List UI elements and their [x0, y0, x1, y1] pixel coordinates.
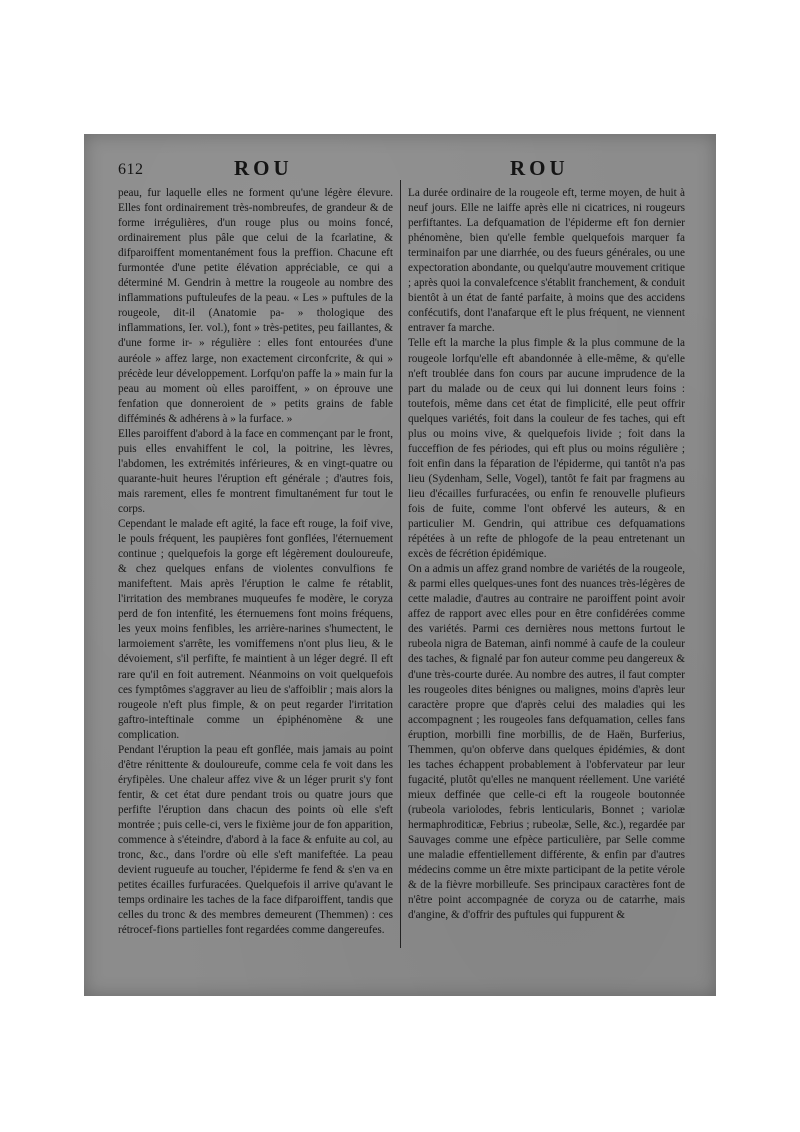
running-header-left: ROU — [234, 156, 293, 180]
text-column-left: peau, fur laquelle elles ne forment qu'une légère élevure. Elles font ordinairement très-nombreufes, de grandeur & de forme irrégulières, d'un rouge plus ou moins foncé, ordinairement plus pâle que celui de la fcarlatine, & difparoiffent momentanément fous la preffion. Chacune eft furmontée d'une petite élévation appréciable, ce qui a déterminé M. Gendrin à mettre la rougeole au nombre des inflammations puftuleufes de la peau. « Les » puftules de la rougeole, dit-il (Anatomie pa- » thologique des inflammations, Ier. vol.), font » très-petites, peu faillantes, & d'une forme ir- » régulière : elles font entourées d'une auréole » affez large, non exactement circonfcrite, & qui » précède leur développement. Lorfqu'on paffe la » main fur la peau au moment où elles paroiffent, » on éprouve une fenfation que donneroient de » petits grains de fable difféminés & adhérens à » la furface. » Elles paroiffent d'abord à la face en commençant par le front, puis elles envahiffent le col, la poitrine, les lèvres, l'abdomen, les extrémités inférieures, & en vingt-quatre ou quarante-huit heures l'éruption eft générale ; d'autres fois, mais rarement, elles fe montrent fimultanément fur tout le corps. Cependant le malade eft agité, la face eft rouge, la foif vive, le pouls fréquent, les paupières font gonflées, l'éternuement continue ; quelquefois la gorge eft légèrement douloureufe, & chez quelques enfans de violentes convulfions fe manifeftent. Mais après l'éruption le calme fe rétablit, l'irritation des membranes muqueufes fe modère, le coryza perd de fon intenfité, les éternuemens font moins fréquens, les yeux moins fenfibles, les arrière-narines s'humectent, le larmoiement s'arrête, les vomiffemens n'ont plus lieu, & le dévoiement, s'il perfifte, fe maintient à un léger degré. Il eft rare qu'il en foit autrement. Néanmoins on voit quelquefois ces fymptômes s'aggraver au lieu de s'affoiblir ; mais alors la rougeole n'eft plus fimple, & on peut regarder l'irritation gaftro-inteftinale comme un épiphénomène & une complication. Pendant l'éruption la peau eft gonflée, mais jamais au point d'être rénittente & douloureufe, comme cela fe voit dans les éryfipèles. Une chaleur affez vive & un léger prurit s'y font fentir, & cet état dure pendant trois ou quatre jours que perfifte l'éruption dans chacun des points où elle s'eft montrée ; puis celle-ci, vers le fixième jour de fon apparition, commence à s'éteindre, d'abord à la face & enfuite au col, au tronc, &c., dans l'ordre où elle s'eft manifeftée. La peau devient rugueufe au toucher, l'épiderme fe fend & s'en va en petites écailles furfuracées. Quelquefois il arrive qu'avant le temps ordinaire les taches de la face difparoiffent, tandis que celles du tronc & des membres demeurent (Themmen) : ces rétrocef-fions partielles font regardées comme dangereufes. — [118, 187, 393, 937]
text-column-right: La durée ordinaire de la rougeole eft, terme moyen, de huit à neuf jours. Elle ne laiffe après elle ni cicatrices, ni rougeurs perfiftantes. La defquamation de l'épiderme eft fon dernier phénomène, bien qu'elle femble quelquefois marquer fa terminaifon par une diarrhée, ou des fueurs générales, ou une expectoration abondante, ou quelqu'autre mouvement critique ; après quoi la convalefcence s'établit franchement, & conduit bientôt à un état de fanté parfaite, à moins que des accidens confécutifs, dont l'anafarque eft le plus fréquent, ne viennent entraver fa marche. Telle eft la marche la plus fimple & la plus commune de la rougeole lorfqu'elle eft abandonnée à elle-même, & qu'elle n'eft troublée dans fon cours par aucune imprudence de la part du malade ou de ceux qui lui donnent leurs foins : toutefois, même dans cet état de fimplicité, elle peut offrir quelques variétés, foit dans la couleur de fes taches, qui eft plus ou moins vive, & quelquefois livide ; foit dans la fucceffion de fes périodes, qui eft plus ou moins régulière ; foit enfin dans la féparation de l'épiderme, qui tantôt n'a pas lieu (Sydenham, Selle, Vogel), tantôt fe fait par fragmens au lieu d'écailles furfuracées, ou enfin fe renouvelle plufieurs fois de fuite, comme l'ont obfervé les auteurs, & en particulier M. Gendrin, qui attribue ces defquamations répétées à un refte de phlogofe de la peau entretenant un excès de fécrétion épidémique. On a admis un affez grand nombre de variétés de la rougeole, & parmi elles quelques-unes font des nuances très-légères de cette maladie, d'autres au contraire ne paroiffent point avoir affez de rapport avec elles pour en être confidérées comme des variétés. Parmi ces dernières nous mettons furtout le rubeola nigra de Bateman, ainfi nommé à caufe de la couleur des taches, & fignalé par fon auteur comme peu dangereux & d'une très-courte durée. Au nombre des autres, il faut compter les rougeoles dites bénignes ou malignes, moins d'après leur caractère propre que d'après celui des maladies qui les accompagnent ; les rougeoles fans defquamation, celles fans éruption, morbilli fine morbillis, de de Haën, Burferius, Themmen, qu'on obferve dans quelques épidémies, & dont les taches échappent probablement à l'obfervateur par leur fugacité, plutôt qu'elles ne manquent réellement. Une variété mieux deffinée que celle-ci eft la rougeole boutonnée (rubeola variolodes, febris lenticularis, Bonnet ; variolæ hermaphroditicæ, Febrius ; rubeolæ, Selle, &c.), regardée par Sauvages comme une efpèce particulière, par Selle comme une maladie effentiellement différente, & enfin par d'autres médecins comme un être mixte participant de la petite vérole & de la fièvre morbilleufe. Ses principaux caractères font de n'être point accompagnée de coryza ou de catarrhe, mais d'angine, & d'offrir des puftules qui fuppurent & — [408, 187, 685, 922]
scanned-page — [84, 134, 716, 996]
page-number: 612 — [118, 161, 144, 178]
running-header-right: ROU — [510, 156, 569, 180]
column-divider — [400, 180, 401, 948]
